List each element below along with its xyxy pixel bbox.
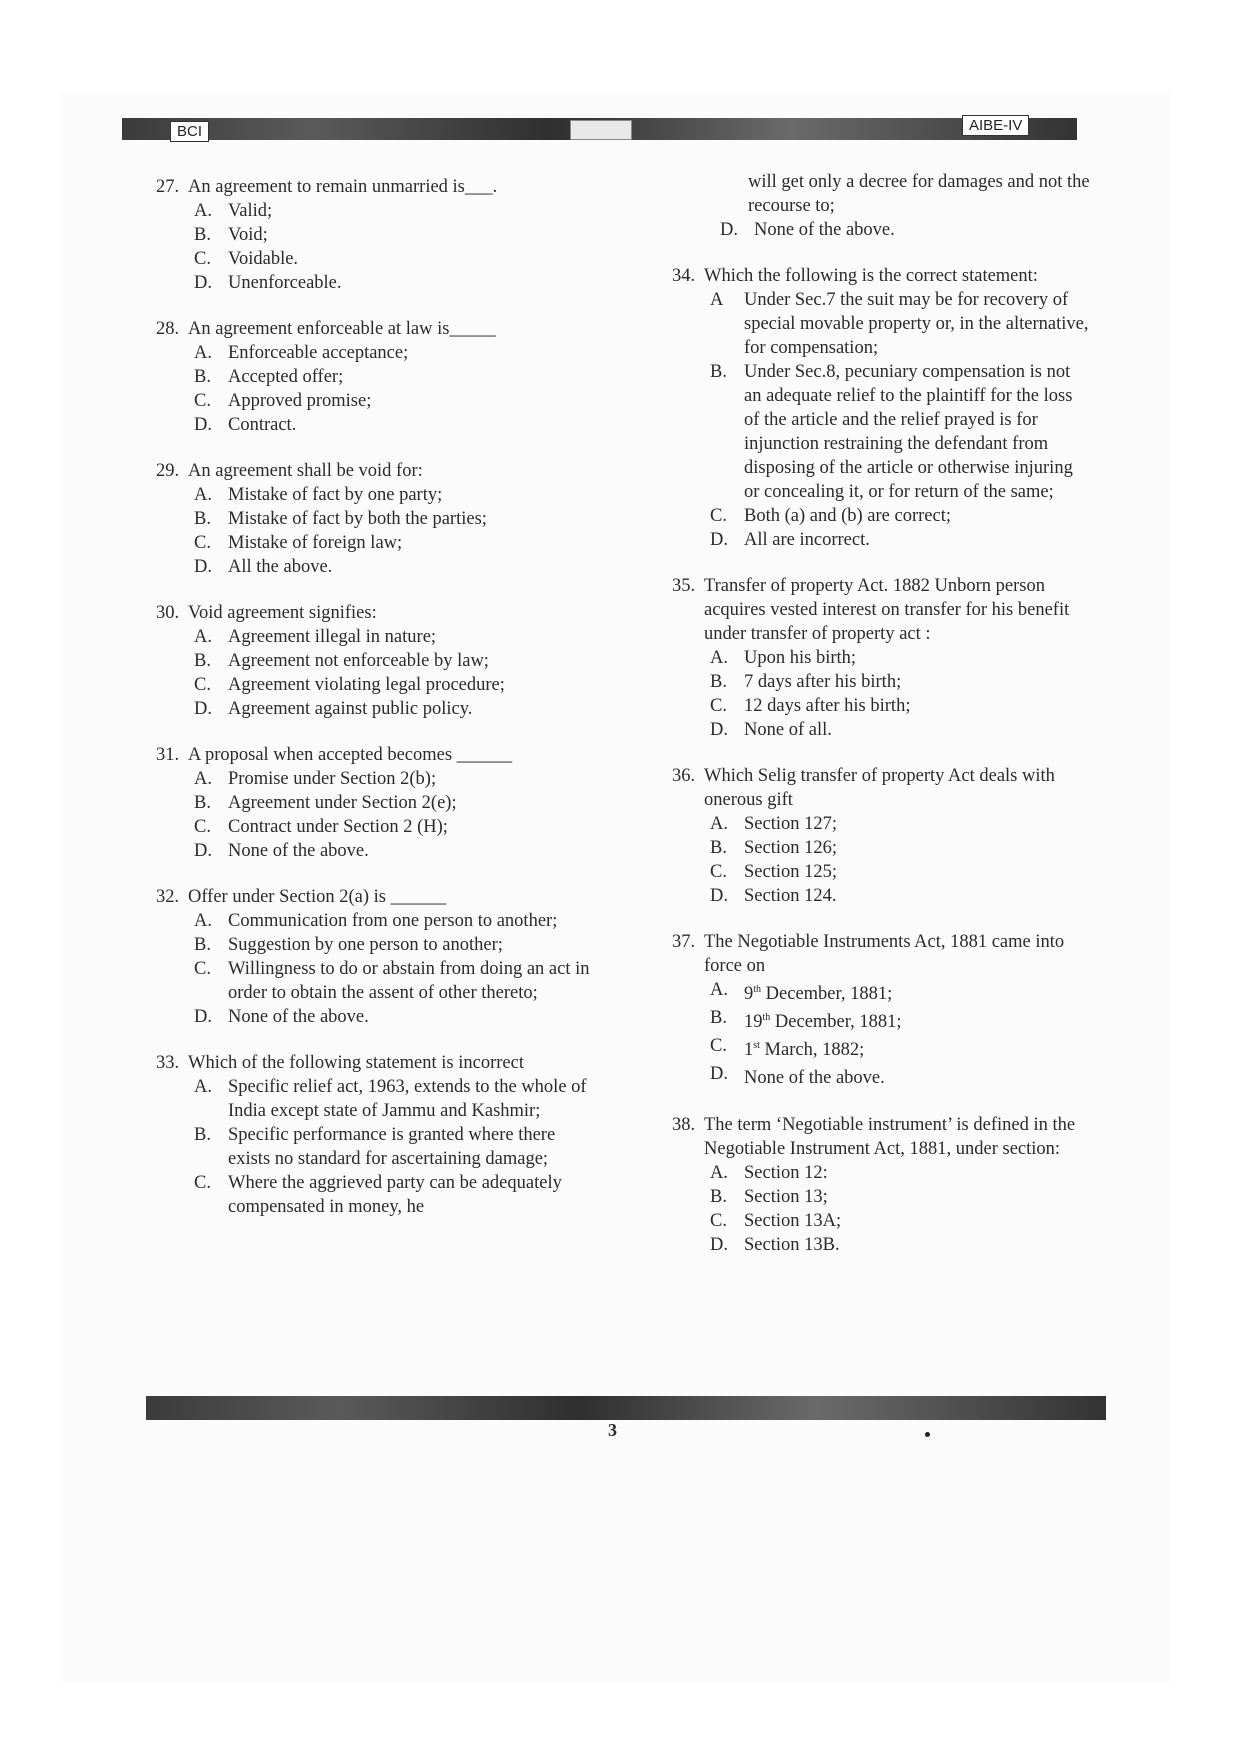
question-33-continuation bbox=[672, 170, 1092, 242]
option-text: Agreement under Section 2(e); bbox=[228, 793, 457, 813]
option bbox=[710, 1161, 1092, 1185]
option-letter: B. bbox=[194, 367, 211, 387]
option bbox=[710, 978, 1092, 1006]
option-letter: A. bbox=[194, 769, 212, 789]
option bbox=[710, 1233, 1092, 1257]
right-questions bbox=[672, 264, 1092, 1257]
option-text: Section 127; bbox=[744, 814, 838, 834]
question-text: Transfer of property Act. 1882 Unborn person acquires vested interest on transfer for his benefit under transfer of property act : bbox=[704, 576, 1070, 644]
option-text: Mistake of fact by both the parties; bbox=[228, 509, 487, 529]
option bbox=[194, 1171, 596, 1219]
option-text: Mistake of foreign law; bbox=[228, 533, 403, 553]
option-letter: C. bbox=[710, 696, 727, 716]
option bbox=[710, 528, 1092, 552]
question-line bbox=[672, 574, 1092, 646]
header-center-box bbox=[570, 120, 632, 140]
question-number: 34. bbox=[672, 266, 696, 286]
question-text: A proposal when accepted becomes ______ bbox=[188, 745, 513, 765]
option bbox=[710, 1034, 1092, 1062]
option bbox=[194, 341, 596, 365]
question-31 bbox=[156, 743, 596, 863]
option bbox=[194, 673, 596, 697]
question-number: 33. bbox=[156, 1053, 180, 1073]
question-text: Which of the following statement is incorrect bbox=[188, 1053, 524, 1073]
option-text: Section 12: bbox=[744, 1162, 828, 1183]
option-text: Promise under Section 2(b); bbox=[228, 769, 437, 789]
option bbox=[194, 909, 596, 933]
question-text: Offer under Section 2(a) is ______ bbox=[188, 887, 447, 907]
option-letter: B. bbox=[194, 793, 211, 813]
option-letter: D. bbox=[710, 1064, 728, 1085]
option-day: None of the above. bbox=[744, 1068, 885, 1089]
option-text: Under Sec.7 the suit may be for recovery of special movable property or, in the alternative, for compensation; bbox=[744, 290, 1089, 358]
option-text: Both (a) and (b) are correct; bbox=[744, 506, 951, 526]
question-line bbox=[156, 743, 596, 767]
question-line bbox=[156, 1051, 596, 1075]
option bbox=[710, 288, 1092, 360]
option-text: Agreement violating legal procedure; bbox=[228, 675, 505, 695]
option bbox=[194, 839, 596, 863]
option bbox=[194, 199, 596, 223]
options-list bbox=[194, 625, 596, 721]
option-letter: D. bbox=[720, 220, 738, 240]
option bbox=[710, 646, 1092, 670]
option-rest: March, 1882; bbox=[759, 1040, 865, 1061]
option-text: Agreement against public policy. bbox=[228, 699, 473, 719]
option bbox=[194, 271, 596, 295]
left-column bbox=[156, 175, 596, 1241]
option-text: All are incorrect. bbox=[744, 530, 870, 550]
options-list bbox=[710, 978, 1092, 1091]
option-text: Under Sec.8, pecuniary compensation is not an adequate relief to the plaintiff for the loss of the article and the relief prayed is for injunction restraining the defendant from disposing of the article or otherwise injuring or concealing it, or for return of the same; bbox=[744, 362, 1073, 502]
option-text: Specific relief act, 1963, extends to the whole of India except state of Jammu and Kashmir; bbox=[228, 1077, 587, 1121]
option-text: Voidable. bbox=[228, 249, 299, 269]
question-text: Which Selig transfer of property Act deals with onerous gift bbox=[704, 766, 1055, 810]
question-28 bbox=[156, 317, 596, 437]
option-letter: B. bbox=[194, 225, 211, 245]
option-letter: A. bbox=[194, 343, 212, 363]
option-text: Where the aggrieved party can be adequately compensated in money, he bbox=[228, 1173, 562, 1217]
option-text bbox=[744, 1034, 864, 1062]
question-line bbox=[156, 459, 596, 483]
option-ordinal: th bbox=[753, 984, 762, 995]
option-letter: C. bbox=[710, 862, 727, 882]
option-text: None of all. bbox=[744, 720, 832, 740]
option-letter: A. bbox=[194, 627, 212, 647]
option-text: None of the above. bbox=[754, 220, 895, 240]
option-letter: D. bbox=[710, 720, 728, 740]
option bbox=[194, 649, 596, 673]
option bbox=[710, 504, 1092, 528]
option-letter: D. bbox=[194, 1007, 212, 1027]
options-list bbox=[194, 909, 596, 1029]
question-number: 35. bbox=[672, 576, 696, 596]
option-letter: B. bbox=[194, 935, 211, 955]
option-ordinal: th bbox=[762, 1012, 771, 1024]
option bbox=[194, 413, 596, 437]
question-number: 36. bbox=[672, 766, 696, 786]
option-day: 1 bbox=[744, 1040, 754, 1061]
question-text: An agreement to remain unmarried is___. bbox=[188, 177, 498, 197]
question-number: 30. bbox=[156, 603, 180, 623]
option-letter: C. bbox=[194, 1173, 211, 1193]
option-text: Section 125; bbox=[744, 862, 838, 882]
option-text: 7 days after his birth; bbox=[744, 672, 902, 692]
option-letter: C. bbox=[194, 249, 211, 269]
question-number: 28. bbox=[156, 319, 180, 339]
option-letter: D. bbox=[194, 841, 212, 861]
question-line bbox=[156, 317, 596, 341]
option-text bbox=[744, 1062, 885, 1090]
option-rest: December, 1881; bbox=[761, 984, 893, 1005]
option bbox=[194, 1123, 596, 1171]
option-text: Agreement illegal in nature; bbox=[228, 627, 437, 647]
option-letter: A. bbox=[194, 201, 212, 221]
header-right-badge: AIBE-IV bbox=[962, 115, 1029, 136]
option bbox=[194, 389, 596, 413]
options-list bbox=[710, 812, 1092, 908]
option-text: All the above. bbox=[228, 557, 333, 577]
option bbox=[710, 1006, 1092, 1034]
option-letter: B. bbox=[710, 672, 727, 692]
question-line bbox=[672, 264, 1092, 288]
header-left-badge: BCI bbox=[170, 121, 209, 142]
options-list bbox=[710, 288, 1092, 552]
option bbox=[194, 625, 596, 649]
option-text: 12 days after his birth; bbox=[744, 696, 911, 716]
option-letter: B. bbox=[194, 651, 211, 671]
option bbox=[710, 836, 1092, 860]
options-list bbox=[710, 646, 1092, 742]
option-letter: A. bbox=[194, 485, 212, 505]
option-text: Mistake of fact by one party; bbox=[228, 485, 443, 505]
option-text: Valid; bbox=[228, 201, 273, 221]
question-line bbox=[156, 175, 596, 199]
option bbox=[194, 507, 596, 531]
question-text: An agreement enforceable at law is_____ bbox=[188, 319, 496, 339]
question-36 bbox=[672, 764, 1092, 908]
option-letter: B. bbox=[710, 1008, 727, 1029]
option bbox=[194, 555, 596, 579]
option bbox=[194, 1005, 596, 1029]
option-letter: A. bbox=[710, 648, 728, 668]
option-letter: B. bbox=[194, 509, 211, 529]
option-text: Agreement not enforceable by law; bbox=[228, 651, 489, 671]
option-text: Section 13; bbox=[744, 1186, 828, 1207]
question-text: The term ‘Negotiable instrument’ is defined in the Negotiable Instrument Act, 1881, under section: bbox=[704, 1114, 1076, 1159]
option bbox=[194, 933, 596, 957]
option-rest: December, 1881; bbox=[770, 1012, 902, 1033]
options-list bbox=[194, 1075, 596, 1219]
question-text: An agreement shall be void for: bbox=[188, 461, 423, 481]
option-letter: C. bbox=[710, 1036, 727, 1057]
option-text: Unenforceable. bbox=[228, 273, 342, 293]
option bbox=[194, 697, 596, 721]
option bbox=[720, 218, 1092, 242]
option-letter: B. bbox=[194, 1125, 211, 1145]
option-letter: D. bbox=[194, 273, 212, 293]
option bbox=[194, 365, 596, 389]
option-day: 9 bbox=[744, 984, 754, 1005]
continuation-text: will get only a decree for damages and not the recourse to; bbox=[748, 172, 1090, 216]
question-text: Void agreement signifies: bbox=[188, 603, 377, 623]
option-text: Enforceable acceptance; bbox=[228, 343, 409, 363]
option-letter: A. bbox=[194, 1077, 212, 1097]
option-text: Approved promise; bbox=[228, 391, 372, 411]
option-text: Section 13B. bbox=[744, 1234, 840, 1255]
option-letter: C. bbox=[710, 1210, 727, 1231]
option-letter: B. bbox=[710, 362, 727, 382]
question-29 bbox=[156, 459, 596, 579]
option bbox=[710, 360, 1092, 504]
option-letter: B. bbox=[710, 838, 727, 858]
question-38 bbox=[672, 1113, 1092, 1257]
option-text: Specific performance is granted where there exists no standard for ascertaining damage; bbox=[228, 1125, 556, 1169]
question-line bbox=[156, 601, 596, 625]
option-letter: D. bbox=[194, 557, 212, 577]
question-number: 38. bbox=[672, 1114, 696, 1135]
option bbox=[194, 957, 596, 1005]
option bbox=[194, 815, 596, 839]
option bbox=[194, 767, 596, 791]
option bbox=[710, 1062, 1092, 1090]
options-list bbox=[710, 1161, 1092, 1257]
option-letter: D. bbox=[710, 886, 728, 906]
option-letter: D. bbox=[194, 699, 212, 719]
option-letter: C. bbox=[194, 959, 211, 979]
option-letter: A. bbox=[710, 814, 728, 834]
question-line bbox=[672, 1113, 1092, 1161]
question-number: 31. bbox=[156, 745, 180, 765]
option-text: Suggestion by one person to another; bbox=[228, 935, 503, 955]
option-text: Contract. bbox=[228, 415, 297, 435]
option bbox=[710, 694, 1092, 718]
option-letter: A. bbox=[710, 980, 728, 1000]
question-text: Which the following is the correct statement: bbox=[704, 266, 1038, 286]
option-letter: C. bbox=[710, 506, 727, 526]
option-letter: D. bbox=[710, 530, 728, 550]
option-letter: C. bbox=[194, 817, 211, 837]
option-text: Communication from one person to another; bbox=[228, 911, 558, 931]
option bbox=[710, 1185, 1092, 1209]
option-letter: D. bbox=[194, 415, 212, 435]
question-number: 37. bbox=[672, 932, 696, 952]
option bbox=[194, 223, 596, 247]
speck-dot bbox=[925, 1432, 930, 1437]
option bbox=[710, 884, 1092, 908]
option-day: 19 bbox=[744, 1012, 763, 1033]
option-letter: B. bbox=[710, 1186, 727, 1207]
option-letter: C. bbox=[194, 391, 211, 411]
options-list bbox=[194, 199, 596, 295]
question-30 bbox=[156, 601, 596, 721]
option-text: Void; bbox=[228, 225, 268, 245]
option-letter: D. bbox=[710, 1234, 728, 1255]
option-letter: A. bbox=[710, 1162, 728, 1183]
option-letter: A. bbox=[194, 911, 212, 931]
question-33 bbox=[156, 1051, 596, 1219]
option bbox=[710, 812, 1092, 836]
option bbox=[194, 483, 596, 507]
option-text bbox=[744, 978, 892, 1006]
question-line bbox=[672, 930, 1092, 978]
option-letter: C. bbox=[194, 533, 211, 553]
page-number: 3 bbox=[608, 1420, 617, 1440]
right-column bbox=[672, 170, 1092, 1279]
option bbox=[710, 1209, 1092, 1233]
question-34 bbox=[672, 264, 1092, 552]
question-27 bbox=[156, 175, 596, 295]
options-list bbox=[194, 341, 596, 437]
option-text: Section 124. bbox=[744, 886, 837, 906]
option-text bbox=[744, 1006, 902, 1034]
option bbox=[194, 531, 596, 555]
question-line bbox=[672, 764, 1092, 812]
option-text: Accepted offer; bbox=[228, 367, 344, 387]
options-list bbox=[194, 483, 596, 579]
option-ordinal: st bbox=[753, 1040, 760, 1052]
question-text: The Negotiable Instruments Act, 1881 came into force on bbox=[704, 932, 1065, 976]
option-letter: C. bbox=[194, 675, 211, 695]
question-32 bbox=[156, 885, 596, 1029]
option bbox=[194, 791, 596, 815]
options-list bbox=[194, 767, 596, 863]
question-number: 32. bbox=[156, 887, 180, 907]
question-line bbox=[156, 885, 596, 909]
option-text: Contract under Section 2 (H); bbox=[228, 817, 448, 837]
option-text: Willingness to do or abstain from doing an act in order to obtain the assent of other thereto; bbox=[228, 959, 590, 1003]
option-letter: A bbox=[710, 290, 724, 310]
option bbox=[710, 670, 1092, 694]
option bbox=[710, 718, 1092, 742]
option-text: Section 126; bbox=[744, 838, 838, 858]
question-37 bbox=[672, 930, 1092, 1091]
option-text: None of the above. bbox=[228, 841, 369, 861]
option bbox=[710, 860, 1092, 884]
question-number: 29. bbox=[156, 461, 180, 481]
option-text: Upon his birth; bbox=[744, 648, 857, 668]
option-text: Section 13A; bbox=[744, 1210, 842, 1231]
option bbox=[194, 1075, 596, 1123]
question-35 bbox=[672, 574, 1092, 742]
footer-bar bbox=[146, 1396, 1106, 1420]
option bbox=[194, 247, 596, 271]
question-number: 27. bbox=[156, 177, 180, 197]
option-text: None of the above. bbox=[228, 1007, 369, 1027]
